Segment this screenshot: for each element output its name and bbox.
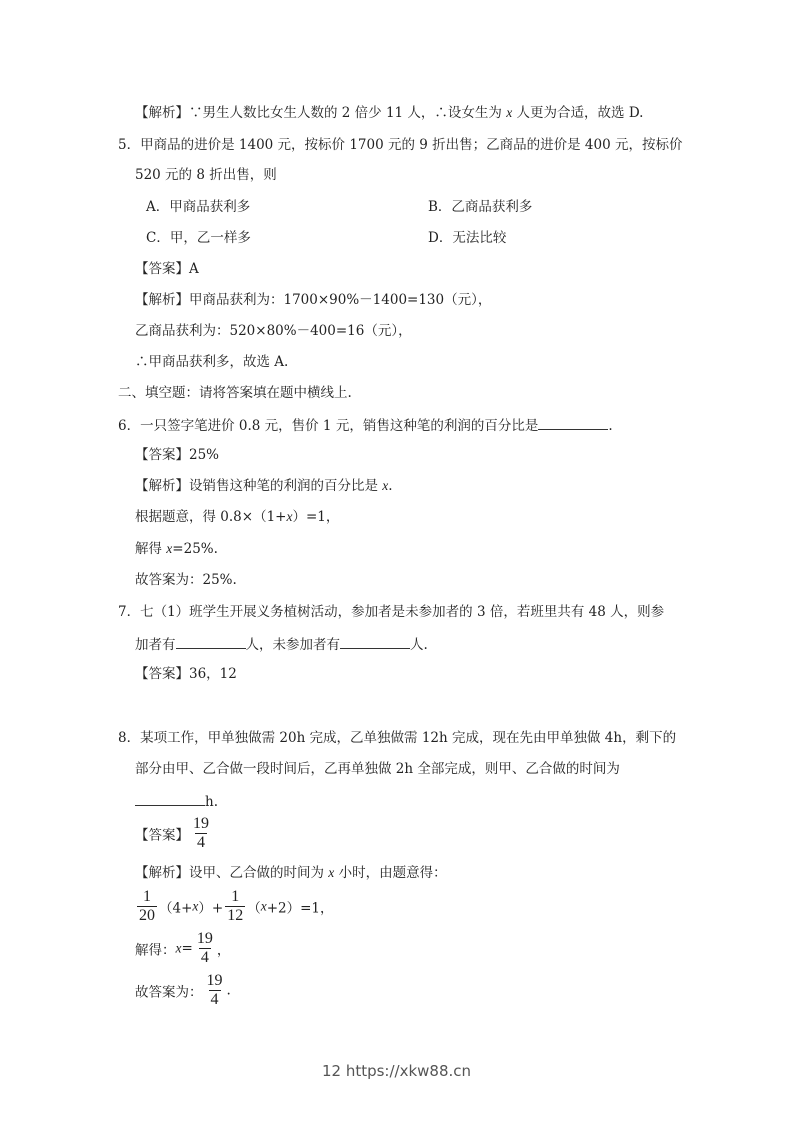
q7-stem-line2: 加者有 人，未参加者有 人. [135, 634, 428, 654]
q8-solve: 解得：x= $\frac{19}{4}$ ， [135, 930, 231, 966]
q5-option-a: A．甲商品获利多 [146, 199, 251, 215]
q5-analysis-line2: 乙商品获利为：520×80%－400=16（元）， [135, 323, 412, 339]
fraction: $\frac{19}{4}$ [206, 972, 223, 1008]
analysis-label: 【解析】 [135, 105, 189, 121]
page-footer: 12 https://xkw88.cn [321, 1062, 472, 1080]
q8-final-answer: 故答案为： $\frac{19}{4}$ . [135, 972, 231, 1008]
answer-blank [135, 791, 205, 806]
question-number: 7． [118, 604, 141, 620]
q6-analysis-line3: 解得 x=25%. [135, 541, 218, 557]
q6-analysis-line2: 根据题意，得 0.8×（1+x）=1， [135, 509, 340, 525]
question-number: 6． [118, 418, 141, 434]
q5-option-d: D．无法比较 [428, 230, 507, 246]
section-title: 二、填空题：请将答案填在题中横线上. [118, 385, 352, 401]
q8-answer: 【答案】 $\frac{19}{4}$ [135, 815, 209, 851]
q5-stem-line2: 520 元的 8 折出售，则 [135, 167, 277, 183]
q5-option-c: C．甲，乙一样多 [146, 230, 251, 246]
question-number: 5． [118, 137, 141, 153]
fraction: $\frac{1}{20}$ [139, 888, 155, 924]
question-number: 8． [118, 730, 141, 746]
q5-stem-line1: 5．甲商品的进价是 1400 元，按标价 1700 元的 9 折出售；乙商品的进价是 400 元，按标价 [118, 137, 683, 153]
answer-blank [340, 634, 410, 649]
q5-analysis-line3: ∴甲商品获利多，故选 A. [135, 354, 289, 370]
q6-analysis-line1: 【解析】设销售这种笔的利润的百分比是 x. [135, 478, 393, 494]
q6-analysis-line4: 故答案为：25%. [135, 572, 237, 588]
q4-analysis: 【解析】∵男生人数比女生人数的 2 倍少 11 人，∴设女生为 x 人更为合适，故选 D. [135, 105, 644, 121]
q8-analysis-line1: 【解析】设甲、乙合做的时间为 x 小时，由题意得： [135, 865, 447, 881]
q5-answer: 【答案】A [135, 261, 199, 277]
answer-blank [538, 415, 608, 430]
q8-stem-line3: h. [135, 791, 218, 811]
q6-answer: 【答案】25% [135, 447, 220, 463]
q7-stem-line1: 7．七（1）班学生开展义务植树活动，参加者是未参加者的 3 倍，若班里共有 48 人，则参 [118, 604, 665, 620]
q8-equation: $\frac{1}{20}$ （4+x）+ $\frac{1}{12}$ （x+2）=1， [139, 888, 334, 924]
q8-stem-line2: 部分由甲、乙合做一段时间后，乙再单独做 2h 全部完成，则甲、乙合做的时间为 [135, 761, 620, 777]
q7-answer: 【答案】36，12 [135, 666, 237, 682]
fraction: $\frac{19}{4}$ [193, 815, 209, 851]
fraction: $\frac{19}{4}$ [196, 930, 213, 966]
q5-analysis-line1: 【解析】甲商品获利为：1700×90%－1400=130（元）， [135, 292, 492, 308]
answer-blank [176, 634, 246, 649]
q8-stem-line1: 8．某项工作，甲单独做需 20h 完成，乙单独做需 12h 完成，现在先由甲单独做 4h，剩下的 [118, 730, 677, 746]
q5-option-b: B．乙商品获利多 [428, 199, 533, 215]
fraction: $\frac{1}{12}$ [227, 888, 244, 924]
q6-stem: 6．一只签字笔进价 0.8 元，售价 1 元，销售这种笔的利润的百分比是 . [118, 415, 613, 435]
